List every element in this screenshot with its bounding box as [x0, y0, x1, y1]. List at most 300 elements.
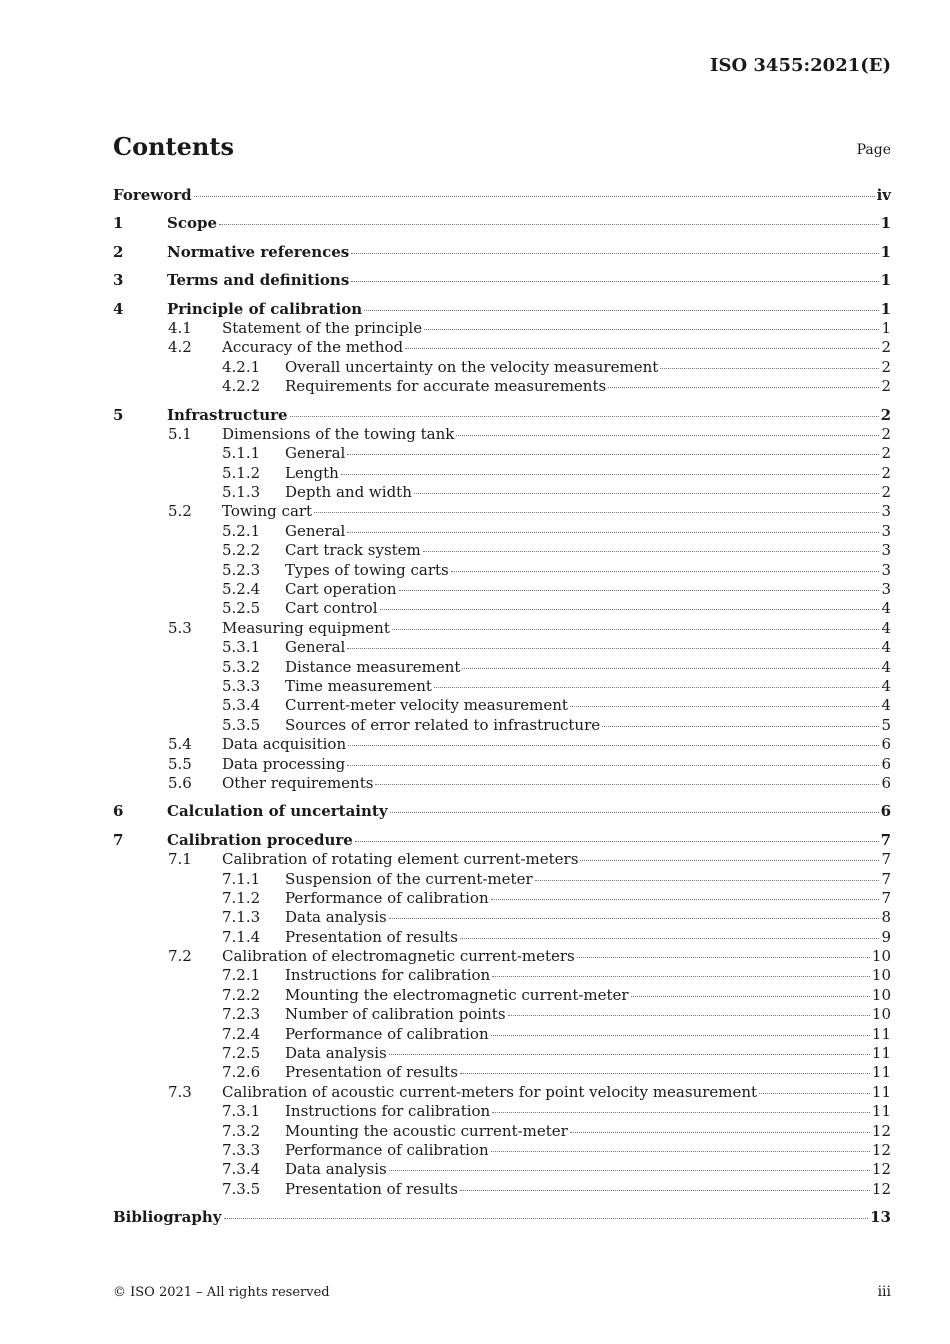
toc-entry-number: 7.1.3 — [222, 908, 261, 927]
toc-entry[interactable] — [113, 870, 891, 889]
toc-entry-leader-line — [285, 986, 891, 1005]
toc-entry-number: 7.2.2 — [222, 985, 261, 1004]
toc-entry[interactable] — [113, 677, 891, 696]
toc-entry-number: 5.2 — [168, 502, 192, 521]
dot-leader — [460, 1073, 870, 1074]
toc-entry[interactable] — [113, 638, 891, 657]
toc-entry-title: Performance of calibration — [285, 888, 489, 907]
toc-entry-page: 4 — [881, 599, 891, 618]
toc-entry-title: Principle of calibration — [167, 299, 363, 318]
toc-entry-title: Performance of calibration — [285, 1024, 489, 1043]
toc-entry[interactable] — [113, 580, 891, 599]
toc-entry-leader-line — [222, 502, 891, 521]
toc-entry[interactable] — [113, 464, 891, 483]
toc-entry[interactable] — [113, 271, 891, 290]
toc-entry-number: 7.1.4 — [222, 927, 261, 946]
toc-entry[interactable] — [113, 1141, 891, 1160]
toc-entry-page: 4 — [881, 618, 891, 637]
toc-entry-page: 13 — [870, 1208, 891, 1227]
toc-entry-page: 2 — [881, 377, 891, 396]
toc-entry-leader-line — [285, 1180, 891, 1199]
toc-entry[interactable] — [113, 774, 891, 793]
toc-entry-number: 3 — [113, 271, 124, 290]
toc-entry-page: 7 — [880, 830, 891, 849]
dot-leader — [462, 668, 879, 669]
toc-entry-page: 3 — [881, 502, 891, 521]
toc-entry-page: 11 — [871, 1044, 891, 1063]
dot-leader — [491, 1035, 870, 1036]
toc-entry-leader-line — [285, 580, 891, 599]
dot-leader — [580, 860, 879, 861]
toc-entry-leader-line — [285, 1005, 891, 1024]
toc-entry-title: Cart operation — [285, 580, 397, 599]
toc-entry[interactable] — [113, 406, 891, 425]
toc-entry[interactable] — [113, 358, 891, 377]
toc-entry-number: 5.5 — [168, 754, 192, 773]
dot-leader — [460, 1190, 870, 1191]
toc-entry-leader-line — [167, 802, 891, 821]
dot-leader — [759, 1093, 870, 1094]
toc-entry[interactable] — [113, 214, 891, 233]
toc-entry-leader-line — [285, 908, 891, 927]
toc-entry-page: 2 — [881, 338, 891, 357]
toc-entry[interactable] — [113, 186, 891, 205]
toc-entry-number: 7.3 — [168, 1082, 192, 1101]
toc-entry[interactable] — [113, 1044, 891, 1063]
toc-entry-number: 5.1 — [168, 424, 192, 443]
toc-entry[interactable] — [113, 377, 891, 396]
toc-entry-leader-line — [222, 319, 891, 338]
toc-entry-leader-line — [285, 1122, 891, 1141]
toc-entry[interactable] — [113, 502, 891, 521]
toc-entry[interactable] — [113, 1025, 891, 1044]
toc-entry-page: 12 — [871, 1140, 891, 1159]
toc-entry-page: 7 — [881, 869, 891, 888]
dot-leader — [456, 435, 879, 436]
dot-leader — [390, 812, 879, 813]
toc-entry-leader-line — [285, 561, 891, 580]
toc-entry-number: 5.2.5 — [222, 599, 261, 618]
toc-entry-title: Presentation of results — [285, 1063, 458, 1082]
toc-entry-leader-line — [285, 444, 891, 463]
toc-entry-page: 4 — [881, 696, 891, 715]
toc-entry-page: 1 — [881, 318, 891, 337]
toc-entry-page: 10 — [871, 966, 891, 985]
toc-entry-page: 6 — [881, 773, 891, 792]
dot-leader — [224, 1218, 869, 1219]
dot-leader — [570, 706, 880, 707]
toc-entry-leader-line — [222, 947, 891, 966]
toc-entry-page: 2 — [881, 463, 891, 482]
toc-entry-leader-line — [113, 186, 891, 205]
toc-entry-title: Data analysis — [285, 908, 387, 927]
dot-leader — [405, 348, 879, 349]
dot-leader — [602, 726, 879, 727]
toc-entry-title: Terms and definitions — [167, 271, 350, 290]
toc-entry-number: 7.2.1 — [222, 966, 261, 985]
dot-leader — [491, 1151, 870, 1152]
toc-entry-leader-line — [222, 774, 891, 793]
toc-entry-title: Presentation of results — [285, 1179, 458, 1198]
toc-entry-title: Data analysis — [285, 1044, 387, 1063]
toc-entry-leader-line — [113, 1208, 891, 1227]
toc-entry[interactable] — [113, 1122, 891, 1141]
dot-leader — [347, 765, 879, 766]
toc-entry-title: Normative references — [167, 242, 350, 261]
dot-leader — [423, 551, 880, 552]
toc-entry-title: Data analysis — [285, 1160, 387, 1179]
toc-entry-number: 5.3 — [168, 618, 192, 637]
toc-entry-leader-line — [167, 214, 891, 233]
toc-entry-number: 7.3.1 — [222, 1102, 261, 1121]
toc-entry-number: 2 — [113, 242, 124, 261]
toc-entry[interactable] — [113, 522, 891, 541]
toc-entry-leader-line — [285, 658, 891, 677]
toc-entry-page: 6 — [881, 735, 891, 754]
toc-entry-leader-line — [222, 425, 891, 444]
toc-entry-page: 12 — [871, 1160, 891, 1179]
toc-entry-leader-line — [167, 406, 891, 425]
toc-entry-number: 7.2 — [168, 947, 192, 966]
toc-entry-title: Instructions for calibration — [285, 1102, 491, 1121]
toc-entry-page: iv — [876, 186, 891, 204]
toc-entry-page: 4 — [881, 657, 891, 676]
toc-entry[interactable] — [113, 696, 891, 715]
toc-entry-number: 5.1.2 — [222, 463, 261, 482]
toc-entry[interactable] — [113, 947, 891, 966]
toc-entry[interactable] — [113, 599, 891, 618]
toc-entry-title: Performance of calibration — [285, 1140, 489, 1159]
toc-entry-number: 7.3.5 — [222, 1179, 261, 1198]
toc-entry-leader-line — [167, 243, 891, 262]
dot-leader — [348, 745, 879, 746]
toc-entry-number: 4.2.2 — [222, 377, 261, 396]
toc-entry[interactable] — [113, 483, 891, 502]
toc-entry-title: Statement of the principle — [222, 318, 423, 337]
toc-entry-title: Requirements for accurate measurements — [285, 377, 607, 396]
toc-entry-title: Sources of error related to infrastructure — [285, 715, 601, 734]
toc-entry-leader-line — [285, 928, 891, 947]
toc-entry[interactable] — [113, 986, 891, 1005]
toc-entry-leader-line — [285, 1025, 891, 1044]
toc-entry-page: 10 — [871, 985, 891, 1004]
toc-entry-leader-line — [285, 1141, 891, 1160]
toc-entry-title: Types of towing carts — [285, 560, 449, 579]
toc-entry-page: 5 — [881, 715, 891, 734]
toc-entry-number: 5.2.4 — [222, 580, 261, 599]
toc-entry-leader-line — [285, 677, 891, 696]
toc-entry-number: 4 — [113, 299, 124, 318]
toc-entry-number: 1 — [113, 214, 124, 233]
toc-entry[interactable] — [113, 319, 891, 338]
toc-entry[interactable] — [113, 889, 891, 908]
toc-entry-title: Cart control — [285, 599, 378, 618]
toc-entry-number: 7.3.2 — [222, 1121, 261, 1140]
dot-leader — [351, 253, 878, 254]
toc-entry-page: 10 — [871, 1005, 891, 1024]
toc-entry[interactable] — [113, 1083, 891, 1102]
dot-leader — [351, 281, 878, 282]
toc-entry-title: Mounting the acoustic current-meter — [285, 1121, 568, 1140]
toc-entry-title: Calibration of rotating element current-meters — [222, 850, 579, 869]
dot-leader — [364, 310, 878, 311]
dot-leader — [570, 1132, 870, 1133]
toc-entry-page: 3 — [881, 541, 891, 560]
toc-entry[interactable] — [113, 1063, 891, 1082]
toc-entry-leader-line — [285, 696, 891, 715]
toc-entry-number: 7.1.2 — [222, 888, 261, 907]
toc-entry[interactable] — [113, 1160, 891, 1179]
toc-entry-number: 5.3.2 — [222, 657, 261, 676]
toc-entry-page: 4 — [881, 676, 891, 695]
dot-leader — [631, 996, 870, 997]
toc-entry-title: Time measurement — [285, 676, 432, 695]
toc-entry-title: Cart track system — [285, 541, 421, 560]
dot-leader — [389, 1054, 870, 1055]
toc-entry-leader-line — [285, 1044, 891, 1063]
toc-entry-number: 5.1.1 — [222, 444, 261, 463]
toc-entry-leader-line — [285, 599, 891, 618]
toc-entry-leader-line — [167, 271, 891, 290]
dot-leader — [341, 474, 880, 475]
toc-entry-number: 4.2.1 — [222, 357, 261, 376]
toc-entry-page: 10 — [871, 947, 891, 966]
toc-entry-page: 12 — [871, 1179, 891, 1198]
toc-entry[interactable] — [113, 1005, 891, 1024]
dot-leader — [508, 1015, 870, 1016]
dot-leader — [535, 880, 880, 881]
toc-entry-leader-line — [222, 338, 891, 357]
toc-entry-number: 5.3.5 — [222, 715, 261, 734]
toc-entry-title: Length — [285, 463, 339, 482]
toc-entry[interactable] — [113, 1180, 891, 1199]
dot-leader — [492, 1112, 870, 1113]
dot-leader — [194, 196, 875, 197]
dot-leader — [347, 454, 879, 455]
toc-entry-title: Presentation of results — [285, 927, 458, 946]
toc-entry[interactable] — [113, 243, 891, 262]
dot-leader — [660, 368, 879, 369]
dot-leader — [375, 784, 879, 785]
dot-leader — [424, 329, 879, 330]
toc-entry-leader-line — [222, 735, 891, 754]
toc-entry-leader-line — [285, 483, 891, 502]
toc-entry-page: 12 — [871, 1121, 891, 1140]
toc-entry-title: Measuring equipment — [222, 618, 390, 637]
toc-entry-leader-line — [285, 464, 891, 483]
toc-entry-number: 5.3.4 — [222, 696, 261, 715]
toc-entry-number: 5 — [113, 405, 124, 424]
toc-entry[interactable] — [113, 444, 891, 463]
dot-leader — [577, 957, 870, 958]
dot-leader — [380, 609, 880, 610]
toc-entry-leader-line — [285, 1102, 891, 1121]
toc-entry-title: Calibration of electromagnetic current-meters — [222, 947, 575, 966]
toc-entry-title: General — [285, 638, 346, 657]
toc-entry-title: Other requirements — [222, 773, 374, 792]
footer-page-number: iii — [877, 1284, 891, 1300]
toc-entry-number: 7.3.4 — [222, 1160, 261, 1179]
toc-entry-number: 7.1.1 — [222, 869, 261, 888]
dot-leader — [347, 648, 879, 649]
toc-entry-title: General — [285, 521, 346, 540]
toc-entry-page: 1 — [880, 299, 891, 318]
toc-entry-number: 5.6 — [168, 773, 192, 792]
page-column-label: Page — [856, 142, 891, 158]
toc-entry-number: 7.1 — [168, 850, 192, 869]
toc-entry-page: 4 — [881, 638, 891, 657]
toc-entry-title: Suspension of the current-meter — [285, 869, 533, 888]
toc-entry[interactable] — [113, 338, 891, 357]
toc-entry-title: Current-meter velocity measurement — [285, 696, 568, 715]
toc-entry-leader-line — [285, 638, 891, 657]
toc-entry-leader-line — [285, 1160, 891, 1179]
toc-entry-page: 3 — [881, 580, 891, 599]
toc-entry-leader-line — [222, 619, 891, 638]
table-of-contents — [113, 186, 891, 1228]
dot-leader — [392, 629, 880, 630]
toc-entry-page: 2 — [880, 405, 891, 424]
toc-entry[interactable] — [113, 658, 891, 677]
footer-copyright: © ISO 2021 – All rights reserved — [113, 1285, 330, 1300]
toc-entry-page: 9 — [881, 927, 891, 946]
dot-leader — [434, 687, 880, 688]
toc-entry[interactable] — [113, 425, 891, 444]
dot-leader — [460, 938, 880, 939]
toc-entry-leader-line — [222, 1083, 891, 1102]
toc-entry-page: 1 — [880, 214, 891, 233]
toc-entry-page: 3 — [881, 521, 891, 540]
toc-entry-title: Distance measurement — [285, 657, 461, 676]
toc-entry-leader-line — [222, 850, 891, 869]
toc-entry-leader-line — [285, 716, 891, 735]
toc-entry-page: 2 — [881, 444, 891, 463]
toc-entry-leader-line — [285, 541, 891, 560]
toc-entry-page: 8 — [881, 908, 891, 927]
toc-entry-page: 2 — [881, 424, 891, 443]
dot-leader — [491, 899, 880, 900]
toc-entry-leader-line — [285, 1063, 891, 1082]
toc-entry[interactable] — [113, 619, 891, 638]
toc-entry-leader-line — [285, 870, 891, 889]
toc-entry[interactable] — [113, 928, 891, 947]
dot-leader — [389, 1170, 870, 1171]
toc-entry-number: 4.1 — [168, 318, 192, 337]
toc-entry-leader-line — [285, 889, 891, 908]
dot-leader — [608, 387, 879, 388]
toc-entry-number: 7.2.3 — [222, 1005, 261, 1024]
contents-title: Contents — [113, 132, 234, 161]
toc-entry[interactable] — [113, 541, 891, 560]
dot-leader — [355, 841, 879, 842]
dot-leader — [314, 512, 879, 513]
toc-entry-leader-line — [167, 300, 891, 319]
toc-entry-title: Instructions for calibration — [285, 966, 491, 985]
toc-entry-title: Overall uncertainty on the velocity measurement — [285, 357, 659, 376]
toc-entry[interactable] — [113, 716, 891, 735]
toc-entry-page: 6 — [881, 754, 891, 773]
toc-entry-number: 5.2.3 — [222, 560, 261, 579]
toc-entry-page: 11 — [871, 1082, 891, 1101]
toc-entry-page: 2 — [881, 483, 891, 502]
toc-entry[interactable] — [113, 755, 891, 774]
toc-entry[interactable] — [113, 966, 891, 985]
toc-entry-title: Mounting the electromagnetic current-meter — [285, 985, 629, 1004]
toc-entry-page: 7 — [881, 888, 891, 907]
toc-entry-leader-line — [222, 755, 891, 774]
toc-entry[interactable] — [113, 561, 891, 580]
toc-entry-title: Depth and width — [285, 483, 412, 502]
toc-entry-page: 3 — [881, 560, 891, 579]
toc-entry-title: Number of calibration points — [285, 1005, 506, 1024]
toc-entry-title: Towing cart — [222, 502, 313, 521]
toc-entry-number: 7.2.5 — [222, 1044, 261, 1063]
toc-entry-page: 6 — [880, 802, 891, 821]
dot-leader — [389, 918, 880, 919]
toc-entry[interactable] — [113, 831, 891, 850]
toc-entry-leader-line — [285, 358, 891, 377]
toc-entry-title: Dimensions of the towing tank — [222, 424, 455, 443]
toc-entry[interactable] — [113, 300, 891, 319]
toc-entry-title: Accuracy of the method — [222, 338, 404, 357]
toc-entry-number: 5.3.3 — [222, 676, 261, 695]
toc-entry-leader-line — [167, 831, 891, 850]
toc-entry-title: Data processing — [222, 754, 346, 773]
toc-entry-page: 2 — [881, 357, 891, 376]
toc-entry-number: 7.3.3 — [222, 1140, 261, 1159]
toc-entry-title: Foreword — [113, 186, 192, 204]
toc-entry-page: 11 — [871, 1024, 891, 1043]
toc-entry-page: 11 — [871, 1063, 891, 1082]
toc-entry-title: Bibliography — [113, 1208, 222, 1227]
toc-entry[interactable] — [113, 908, 891, 927]
toc-entry[interactable] — [113, 735, 891, 754]
dot-leader — [399, 590, 880, 591]
toc-entry[interactable] — [113, 1208, 891, 1227]
toc-entry-title: General — [285, 444, 346, 463]
dot-leader — [492, 976, 870, 977]
document-id: ISO 3455:2021(E) — [710, 55, 891, 76]
dot-leader — [290, 416, 879, 417]
toc-entry[interactable] — [113, 850, 891, 869]
toc-entry-number: 6 — [113, 802, 124, 821]
toc-entry-number: 7 — [113, 830, 124, 849]
dot-leader — [347, 532, 879, 533]
toc-entry-title: Data acquisition — [222, 735, 347, 754]
toc-entry-leader-line — [285, 522, 891, 541]
dot-leader — [451, 571, 880, 572]
toc-entry-leader-line — [285, 966, 891, 985]
toc-entry-leader-line — [285, 377, 891, 396]
toc-entry-title: Infrastructure — [167, 405, 288, 424]
toc-entry-number: 5.1.3 — [222, 483, 261, 502]
toc-entry-number: 5.2.2 — [222, 541, 261, 560]
dot-leader — [219, 224, 879, 225]
toc-entry-page: 7 — [881, 850, 891, 869]
toc-entry-number: 5.3.1 — [222, 638, 261, 657]
toc-entry-title: Scope — [167, 214, 218, 233]
toc-entry-page: 1 — [880, 271, 891, 290]
toc-entry-number: 4.2 — [168, 338, 192, 357]
toc-entry[interactable] — [113, 1102, 891, 1121]
toc-entry-number: 7.2.4 — [222, 1024, 261, 1043]
dot-leader — [414, 493, 880, 494]
toc-entry-title: Calibration procedure — [167, 830, 353, 849]
toc-entry[interactable] — [113, 802, 891, 821]
toc-entry-number: 7.2.6 — [222, 1063, 261, 1082]
toc-entry-title: Calibration of acoustic current-meters for point velocity measurement — [222, 1082, 758, 1101]
toc-entry-number: 5.4 — [168, 735, 192, 754]
